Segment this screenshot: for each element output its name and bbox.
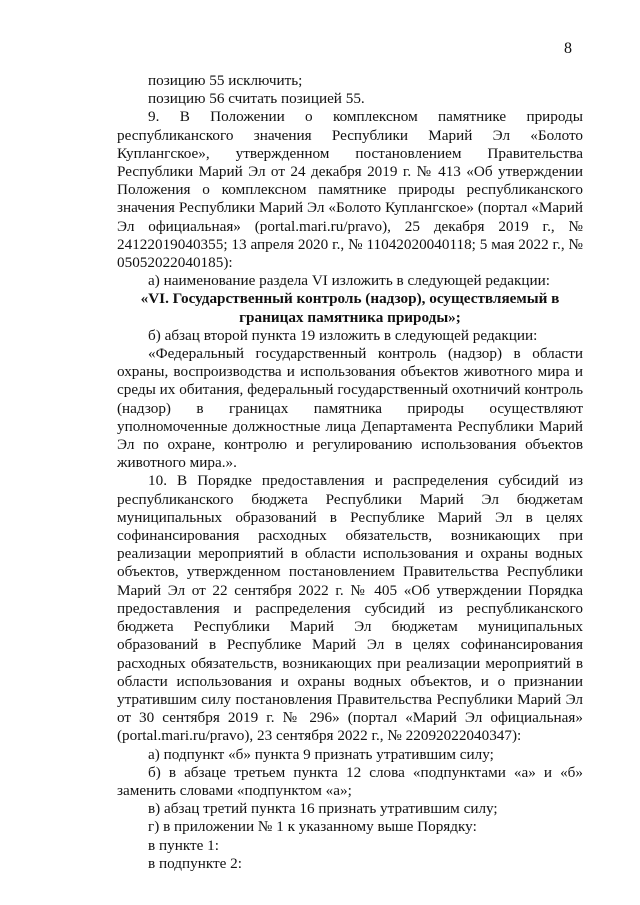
paragraph: б) абзац второй пункта 19 изложить в следующей редакции: <box>148 326 538 344</box>
paragraph: позицию 56 считать позицией 55. <box>148 90 365 108</box>
paragraph: г) в приложении № 1 к указанному выше Порядку: <box>148 818 477 836</box>
paragraph: 10. В Порядке предоставления и распределения субсидий из республиканского бюджета Республики Марий Эл бюджетам муниципальных образований в Республике Марий Эл в целях софинансирования расходных обязательств, возникающих при реализации мероприятий в области использования и охраны водных объектов, утвержденном постановлением Правительства Республики Марий Эл от 22 сентября 2022 г. № 405 «Об утверждении Порядка предоставления и распределения субсидий из республиканского бюджета Республики Марий Эл бюджетам муниципальных образований в Республике Марий Эл в целях софинансирования расходных обязательств, возникающих при реализации мероприятий в области использования и охраны водных объектов, и о признании утратившим силу постановления Правительства Республики Марий Эл от 30 сентября 2019 г. № 296» (портал «Марий Эл официальная» (portal.mari.ru/pravo), 23 сентября 2022 г., № 22092022040347): <box>117 472 583 745</box>
page-number: 8 <box>564 40 572 57</box>
paragraph: в) абзац третий пункта 16 признать утратившим силу; <box>148 800 498 818</box>
paragraph: позицию 55 исключить; <box>148 72 303 89</box>
paragraph: «Федеральный государственный контроль (надзор) в области охраны, воспроизводства и использования объектов животного мира и среды их обитания, федеральный государственный охотничий контроль (надзор) в границах памятника природы осуществляют уполномоченные должностные лица Департамента Республики Марий Эл по охране, контролю и регулированию использования объектов животного мира.». <box>117 345 583 472</box>
document-body <box>117 72 583 873</box>
paragraph: а) наименование раздела VI изложить в следующей редакции: <box>148 272 550 290</box>
paragraph: в подпункте 2: <box>148 854 242 872</box>
section-heading: «VI. Государственный контроль (надзор), осуществляемый в границах памятника природы»; <box>140 290 560 326</box>
paragraph: а) подпункт «б» пункта 9 признать утратившим силу; <box>148 745 494 763</box>
paragraph: в пункте 1: <box>148 836 219 854</box>
paragraph: б) в абзаце третьем пункта 12 слова «подпунктами «а» и «б» заменить словами «подпунктом «а»; <box>117 763 583 799</box>
paragraph: 9. В Положении о комплексном памятнике природы республиканского значения Республики Марий Эл «Болото Куплангское», утвержденном постановлением Правительства Республики Марий Эл от 24 декабря 2019 г. № 413 «Об утверждении Положения о комплексном памятнике природы республиканского значения Республики Марий Эл «Болото Куплангское» (портал «Марий Эл официальная» (portal.mari.ru/pravo), 25 декабря 2019 г., № 24122019040355; 13 апреля 2020 г., № 11042020040118; 5 мая 2022 г., № 05052022040185): <box>117 108 583 272</box>
